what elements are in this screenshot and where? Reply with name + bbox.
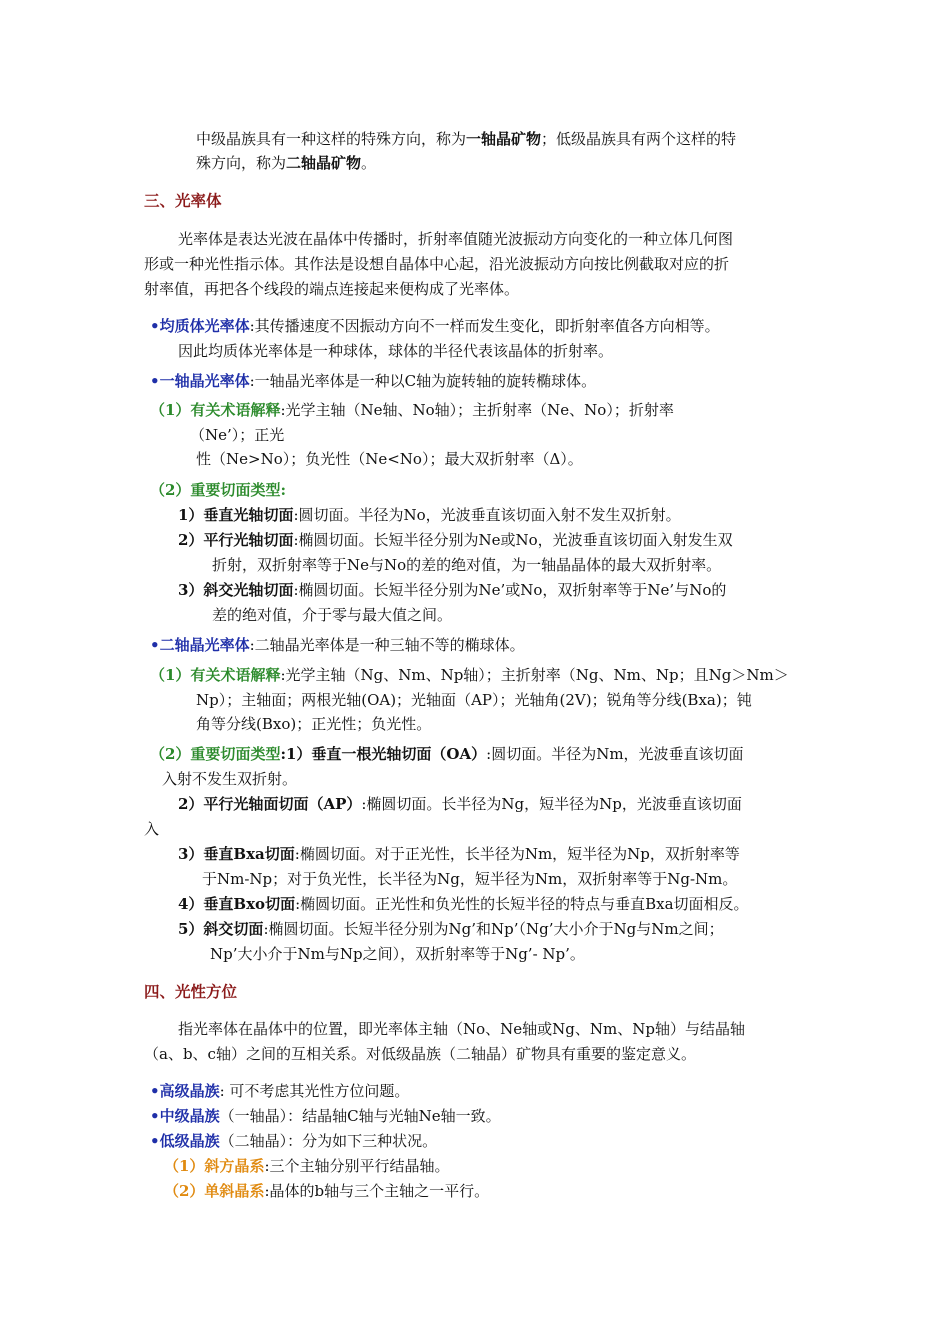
label-isotropic-indicatrix: 均质体光率体 xyxy=(159,317,250,335)
text: （二轴晶）：分为如下三种状况。 xyxy=(219,1132,438,1150)
text-line: 折射，双折射率等于Ne与No的差的绝对值，为一轴晶晶体的最大双折射率。 xyxy=(212,556,722,574)
bullet-dot: • xyxy=(150,1082,160,1100)
label-section-types: （2）重要切面类型 xyxy=(150,745,281,763)
text-line: 因此均质体光率体是一种球体，球体的半径代表该晶体的折射率。 xyxy=(178,342,614,360)
text-line: 入 xyxy=(144,820,160,838)
bi-terms-line-1 xyxy=(150,665,789,685)
text-line: 于Nm-Np；对于负光性，长半径为Ng，短半径为Nm，双折射率等于Ng-Nm。 xyxy=(202,870,738,888)
text: :椭圆切面。长短半径分别为Ng’和Np’（Ng’大小介于Ng与Nm之间； xyxy=(263,920,724,938)
bi-sections-line-1 xyxy=(150,744,744,764)
intro-text: 中级晶族具有一种这样的特殊方向，称为 xyxy=(196,130,467,148)
monoclinic-line xyxy=(164,1181,489,1201)
uni-section-3 xyxy=(178,580,726,600)
bullet-dot: • xyxy=(150,1132,160,1150)
label-terms: （1）有关术语解释 xyxy=(150,666,281,684)
text: :三个主轴分别平行结晶轴。 xyxy=(264,1157,450,1175)
bullet-mid-category xyxy=(150,1106,501,1126)
label-high-category: 高级晶族 xyxy=(159,1082,220,1100)
section-title-indicatrix: 三、光率体 xyxy=(144,191,222,210)
text-line: 性（Ne>No）；负光性（Ne<No）；最大双折射率（Δ）。 xyxy=(196,450,583,468)
bi-section-4 xyxy=(178,894,749,914)
text: （一轴晶）：结晶轴C轴与光轴Ne轴一致。 xyxy=(219,1107,501,1125)
text: :椭圆切面。长短半径分别为Ne或No，光波垂直该切面入射发生双 xyxy=(293,531,733,549)
text: :椭圆切面。正光性和负光性的长短半径的特点与垂直Bxa切面相反。 xyxy=(295,895,749,913)
bi-section-3 xyxy=(178,844,740,864)
text-line: 入射不发生双折射。 xyxy=(162,770,298,788)
label-perpendicular-optic-axis: 1）垂直光轴切面 xyxy=(178,506,294,524)
text: :光学主轴（Ng、Nm、Np轴）；主折射率（Ng、Nm、Np；且Ng＞Nm＞ xyxy=(280,666,789,684)
bullet-uniaxial xyxy=(150,371,596,391)
text: :晶体的b轴与三个主轴之一平行。 xyxy=(264,1182,490,1200)
paragraph-line: 指光率体在晶体中的位置，即光率体主轴（No、Ne轴或Ng、Nm、Np轴）与结晶轴 xyxy=(178,1020,745,1038)
text-line: （Ne’）；正光 xyxy=(190,426,285,444)
paragraph-line: （a、b、c轴）之间的互相关系。对低级晶族（二轴晶）矿物具有重要的鉴定意义。 xyxy=(144,1045,696,1063)
text: :椭圆切面。对于正光性，长半径为Nm，短半径为Np，双折射率等 xyxy=(294,845,740,863)
bullet-isotropic xyxy=(150,316,720,336)
label-oblique-section: 5）斜交切面 xyxy=(178,920,264,938)
label-biaxial-indicatrix: 二轴晶光率体 xyxy=(159,636,250,654)
bullet-dot: • xyxy=(150,317,160,335)
paragraph-line: 形或一种光性指示体。其作法是设想自晶体中心起，沿光波振动方向按比例截取对应的折 xyxy=(144,255,730,273)
colon: : xyxy=(280,481,286,499)
label-parallel-axial-plane: 2）平行光轴面切面（AP） xyxy=(178,795,362,813)
label-mid-category: 中级晶族 xyxy=(159,1107,220,1125)
text-line: Np’大小介于Nm与Np之间），双折射率等于Ng’- Np’。 xyxy=(210,945,585,963)
text-line: Np）；主轴面；两根光轴(OA)；光轴面（AP）；光轴角(2V)；锐角等分线(Bxa)；钝 xyxy=(196,691,752,709)
label-low-category: 低级晶族 xyxy=(159,1132,220,1150)
label-parallel-optic-axis: 2）平行光轴切面 xyxy=(178,531,294,549)
intro-line-1 xyxy=(196,129,736,149)
text: :圆切面。半径为Nm，光波垂直该切面 xyxy=(486,745,744,763)
uni-terms-line-1 xyxy=(150,400,674,420)
uni-sections-heading xyxy=(150,480,286,500)
text: : 可不考虑其光性方位问题。 xyxy=(219,1082,410,1100)
text: :二轴晶光率体是一种三轴不等的椭球体。 xyxy=(249,636,525,654)
text-line: 角等分线(Bxo)；正光性；负光性。 xyxy=(196,715,432,733)
bullet-dot: • xyxy=(150,372,160,390)
text-line: 差的绝对值，介于零与最大值之间。 xyxy=(212,606,453,624)
text: :椭圆切面。长短半径分别为Ne’或No，双折射率等于Ne’与No的 xyxy=(293,581,727,599)
section-title-optical-orientation: 四、光性方位 xyxy=(144,982,238,1001)
label-monoclinic: （2）单斜晶系 xyxy=(164,1182,265,1200)
text: :一轴晶光率体是一种以C轴为旋转轴的旋转椭球体。 xyxy=(249,372,597,390)
label-perpendicular-bxo: 4）垂直Bxo切面 xyxy=(178,895,296,913)
intro-text: ；低级晶族具有两个这样的特 xyxy=(541,130,737,148)
bullet-dot: • xyxy=(150,636,160,654)
label-terms: （1）有关术语解释 xyxy=(150,401,281,419)
label-perpendicular-one-axis: :1）垂直一根光轴切面（OA） xyxy=(280,745,487,763)
bi-section-2 xyxy=(178,794,742,814)
label-uniaxial-indicatrix: 一轴晶光率体 xyxy=(159,372,250,390)
paragraph-line: 光率体是表达光波在晶体中传播时，折射率值随光波振动方向变化的一种立体几何图 xyxy=(178,230,734,248)
term-biaxial-mineral: 二轴晶矿物 xyxy=(286,154,362,172)
label-section-types: （2）重要切面类型 xyxy=(150,481,281,499)
text: :其传播速度不因振动方向不一样而发生变化，即折射率值各方向相等。 xyxy=(249,317,720,335)
label-perpendicular-bxa: 3）垂直Bxa切面 xyxy=(178,845,295,863)
intro-text: 殊方向，称为 xyxy=(196,154,287,172)
uni-section-1 xyxy=(178,505,681,525)
term-uniaxial-mineral: 一轴晶矿物 xyxy=(466,130,542,148)
text: :圆切面。半径为No，光波垂直该切面入射不发生双折射。 xyxy=(293,506,681,524)
uni-section-2 xyxy=(178,530,733,550)
bullet-dot: • xyxy=(150,1107,160,1125)
text: :椭圆切面。长半径为Ng，短半径为Np，光波垂直该切面 xyxy=(361,795,742,813)
intro-line-2 xyxy=(196,153,376,173)
bi-section-5 xyxy=(178,919,724,939)
bullet-biaxial xyxy=(150,635,525,655)
orthorhombic-line xyxy=(164,1156,450,1176)
text: :光学主轴（Ne轴、No轴）；主折射率（Ne、No）；折射率 xyxy=(280,401,674,419)
bullet-low-category xyxy=(150,1131,437,1151)
bullet-high-category xyxy=(150,1081,409,1101)
label-orthorhombic: （1）斜方晶系 xyxy=(164,1157,265,1175)
paragraph-line: 射率值，再把各个线段的端点连接起来便构成了光率体。 xyxy=(144,280,520,298)
intro-text: 。 xyxy=(361,154,377,172)
label-oblique-optic-axis: 3）斜交光轴切面 xyxy=(178,581,294,599)
